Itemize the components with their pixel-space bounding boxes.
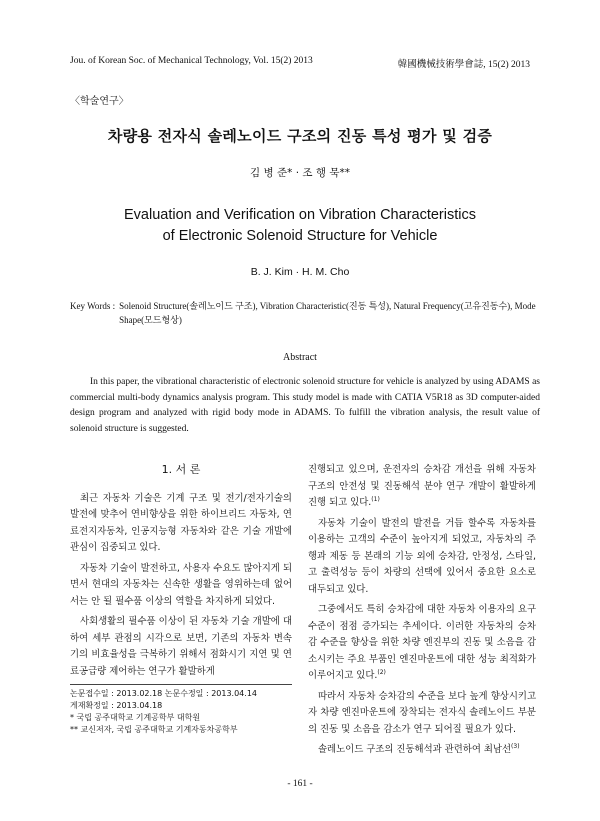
- authors-korean: 김 병 준* · 조 행 묵**: [250, 167, 350, 179]
- journal-name-english: Jou. of Korean Soc. of Mechanical Technology, Vol. 15(2) 2013: [70, 56, 313, 66]
- body-paragraph: [308, 602, 536, 685]
- body-paragraph: 자동차 기술이 발전의 발전을 거듭 할수록 자동차를 이용하는 고객의 수준이 높아지게 되었고, 자동차의 주행과 제동 등 본래의 기능 외에 승차감, 안정성, 스타일, 고 출력성능 등이 차량의 선택에 있어서 중요한 요소로 대두되고 있다.: [308, 517, 536, 595]
- body-paragraph: [308, 742, 536, 759]
- right-column: [308, 462, 536, 763]
- journal-name-korean: 韓國機械技術學會誌, 15(2) 2013: [397, 60, 530, 70]
- left-column: [70, 462, 292, 684]
- body-paragraph: [308, 462, 536, 512]
- authors-english: B. J. Kim · H. M. Cho: [250, 266, 350, 278]
- keywords-text: Solenoid Structure(솔레노이드 구조), Vibration Characteristic(진동 특성), Natural Frequency(고유진동수), Mode Shape(모드형상): [119, 301, 536, 325]
- abstract-text: In this paper, the vibrational characteristic of electronic solenoid structure for vehicle is analyzed by using ADAMS as commercial multi-body dynamics analysis program. This study model is made with CATIA V5R18 as 3D computer-aided design program and analyzed with rigid body mode in ADAMS. To fulfill the vibration analysis, the result value of solenoid structure is suggested.: [70, 377, 540, 434]
- affiliation-first-author: * 국립 공주대학교 기계공학부 대학원: [70, 713, 201, 722]
- title-english-line2: of Electronic Solenoid Structure for Vehicle: [162, 228, 438, 244]
- body-text: 그중에서도 특히 승차감에 대한 자동차 이용자의 요구 수준이 점점 증가되는 추세이다. 이러한 자동차의 승차감 수준을 향상을 위한 차량 엔진부의 진동 및 소음을 감소시키는 주요 부품인 엔진마운트에 대한 성능 최적화가 이루어지고 있다.: [308, 604, 536, 681]
- keywords-label: Key Words :: [70, 301, 116, 311]
- page-number: - 161 -: [287, 779, 313, 789]
- footnotes: [70, 684, 292, 736]
- citation: (1): [371, 495, 380, 503]
- keywords: [70, 299, 542, 327]
- affiliation-corresponding-author: ** 교신저자, 국립 공주대학교 기계자동차공학부: [70, 725, 238, 734]
- body-text: 진행되고 있으며, 운전자의 승차감 개선을 위해 자동차 구조의 안전성 및 진동해석 분야 연구 개발이 활발하게 진행 되고 있다.: [308, 464, 536, 508]
- intro-paragraph: 사회생활의 필수품 이상이 된 자동차 기술 개발에 대하여 세부 관점의 시각으로 보면, 기존의 자동차 변속기의 비효율성을 극복하기 위해서 점화시기 지연 및 연료공급량 제어하는 연구가 활발하게: [70, 616, 292, 677]
- title-english-line1: Evaluation and Verification on Vibration Characteristics: [124, 207, 476, 223]
- abstract-heading: Abstract: [283, 352, 317, 363]
- citation: (2): [377, 668, 386, 676]
- intro-paragraph: 최근 자동차 기술은 기계 구조 및 전기/전자기술의 발전에 맞추어 연비향상을 위한 하이브리드 자동차, 연료전지자동차, 인공지능형 자동차와 같은 기술 개발에 관심이 집중되고 있다.: [70, 492, 292, 553]
- intro-paragraph: 자동차 기술이 발전하고, 사용자 수요도 많아지게 되면서 현대의 자동차는 신속한 생활을 영위하는데 없어서는 안 될 필수품 이상의 역할을 차지하게 되었다.: [70, 562, 292, 607]
- running-head: [70, 56, 530, 70]
- article-category: 〈학술연구〉: [70, 96, 129, 107]
- body-text: 솔레노이드 구조의 진동해석과 관련하여 최남선: [318, 744, 512, 755]
- received-date: 논문접수일 : 2013.02.18 논문수정일 : 2013.04.14: [70, 689, 257, 698]
- title-english: [0, 205, 600, 247]
- body-paragraph: 따라서 자동차 승차감의 수준을 보다 높게 향상시키고자 차량 엔진마운트에 장착되는 전자식 솔레노이드 부분의 진동 및 소음을 감소가 연구 되어질 필요가 있다.: [308, 690, 536, 735]
- accepted-date: 게재확정일 : 2013.04.18: [70, 701, 163, 710]
- title-korean: 차량용 전자식 솔레노이드 구조의 진동 특성 평가 및 검증: [107, 127, 493, 145]
- section-heading-introduction: 1. 서 론: [161, 463, 201, 476]
- citation: (3): [511, 742, 520, 750]
